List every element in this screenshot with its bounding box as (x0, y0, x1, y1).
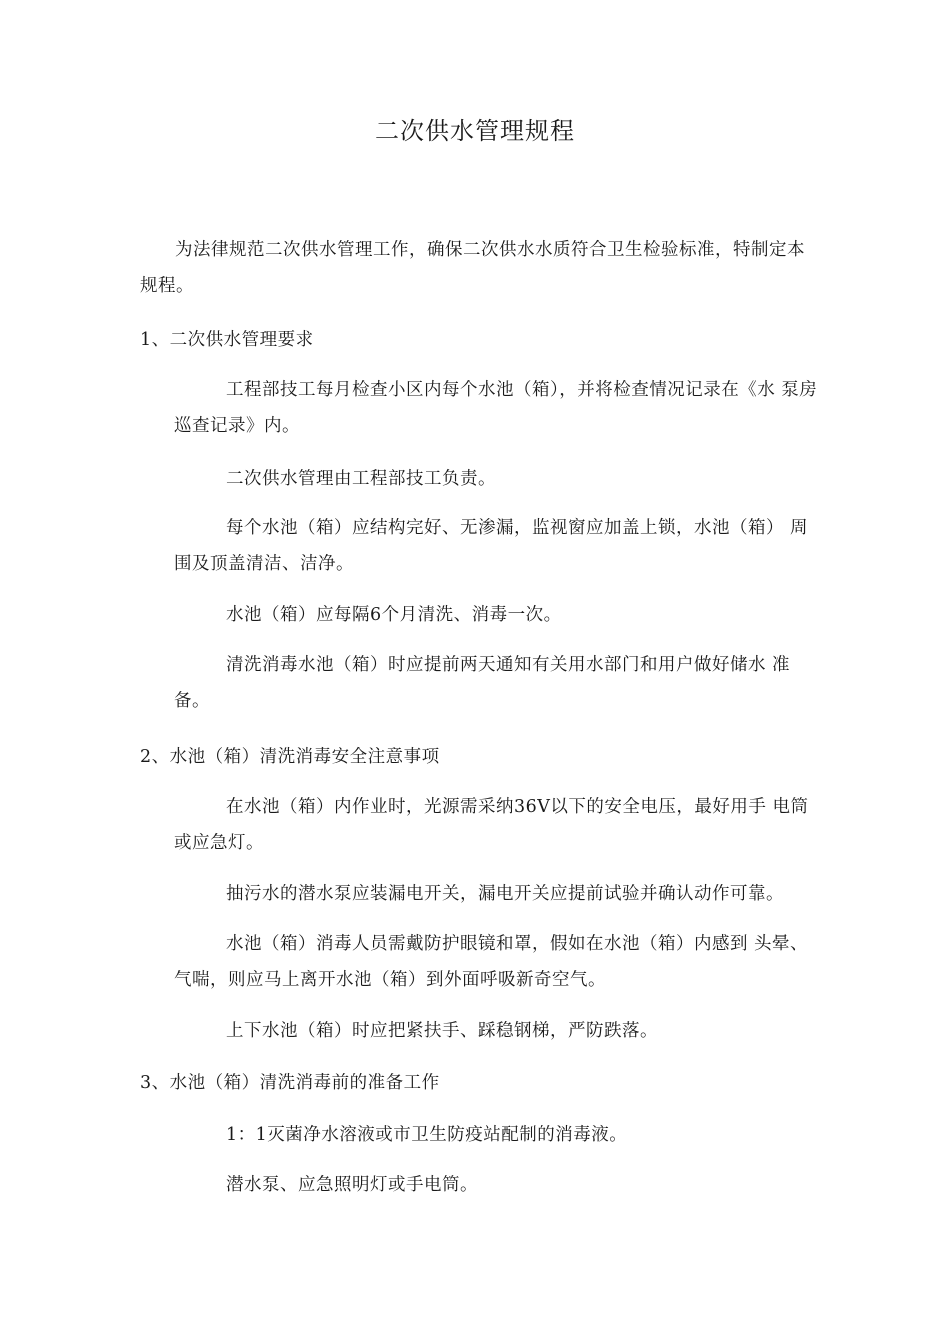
section-heading-3: 3、水池（箱）清洗消毒前的准备工作 (140, 1073, 440, 1093)
section-1-item-5: 清洗消毒水池（箱）时应提前两天通知有关用水部门和用户做好储水 准备。 (174, 655, 791, 711)
intro-paragraph: 为法律规范二次供水管理工作，确保二次供水水质符合卫生检验标准，特制定本规程。 (140, 240, 805, 296)
section-3-item-2: 潜水泵、应急照明灯或手电筒。 (226, 1175, 478, 1195)
section-2-item-2: 抽污水的潜水泵应装漏电开关，漏电开关应提前试验并确认动作可靠。 (226, 884, 784, 904)
section-heading-2: 2、水池（箱）清洗消毒安全注意事项 (140, 747, 440, 767)
document-title: 二次供水管理规程 (375, 117, 575, 145)
section-3-item-1: 1：1灭菌净水溶液或市卫生防疫站配制的消毒液。 (226, 1125, 628, 1145)
section-2-item-1: 在水池（箱）内作业时，光源需采纳36V以下的安全电压，最好用手 电筒或应急灯。 (174, 797, 809, 853)
section-2-item-4: 上下水池（箱）时应把紧扶手、踩稳钢梯，严防跌落。 (226, 1021, 658, 1041)
section-1-item-3: 每个水池（箱）应结构完好、无渗漏，监视窗应加盖上锁，水池（箱） 周围及顶盖清洁、洁净。 (174, 518, 809, 574)
section-heading-1: 1、二次供水管理要求 (140, 330, 314, 350)
section-2-item-3: 水池（箱）消毒人员需戴防护眼镜和罩，假如在水池（箱）内感到 头晕、气喘，则应马上离开水池（箱）到外面呼吸新奇空气。 (174, 934, 809, 990)
section-1-item-2: 二次供水管理由工程部技工负责。 (226, 469, 496, 489)
section-1-item-4: 水池（箱）应每隔6个月清洗、消毒一次。 (226, 605, 562, 625)
section-1-item-1: 工程部技工每月检查小区内每个水池（箱），并将检查情况记录在《水 泵房巡查记录》内。 (174, 380, 818, 436)
